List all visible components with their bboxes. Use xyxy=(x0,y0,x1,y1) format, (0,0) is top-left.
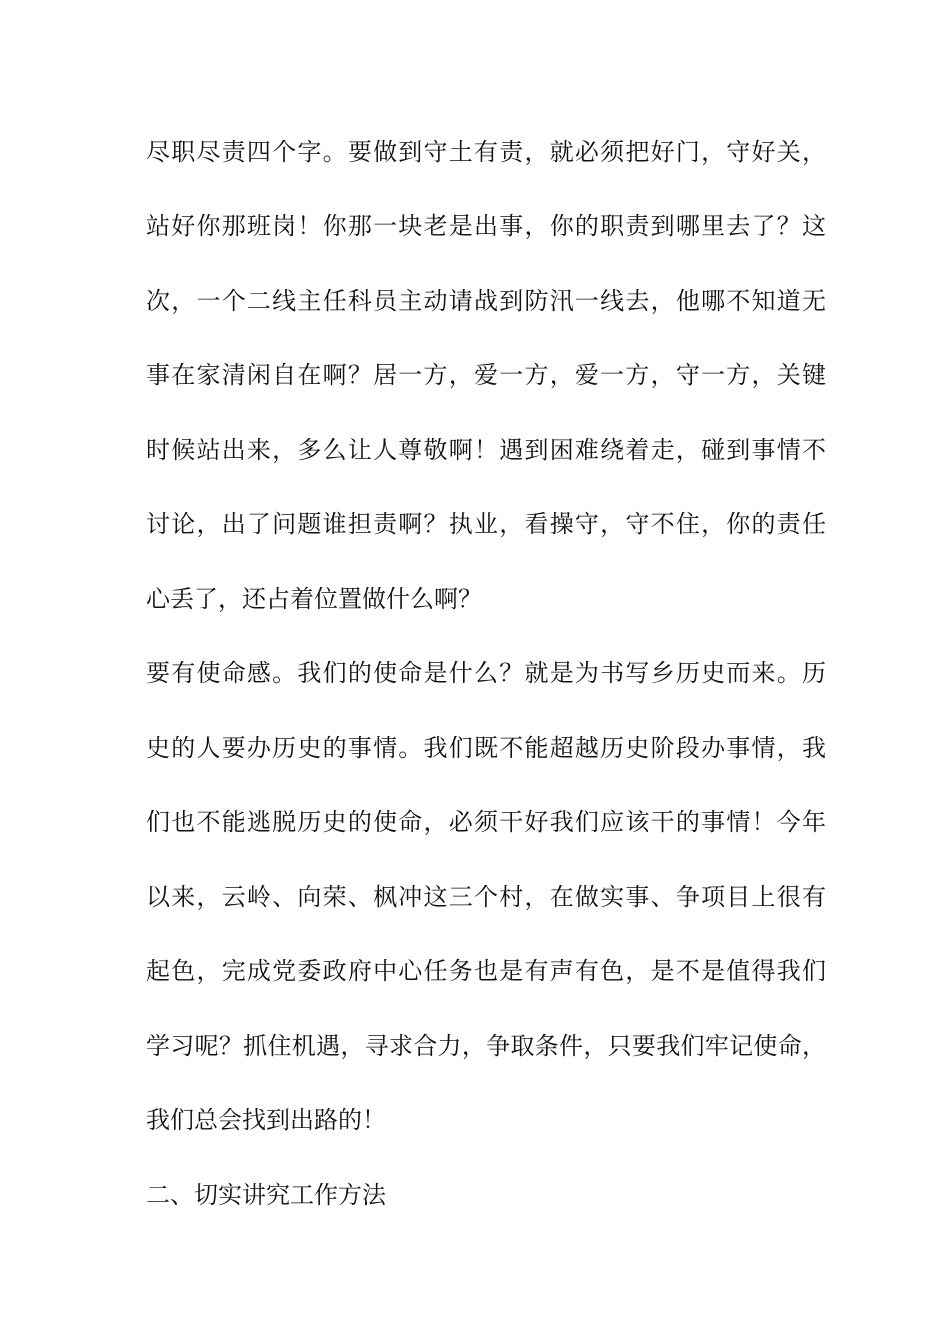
paragraph-1-line-7: 心丢了，还占着位置做什么啊？ xyxy=(146,585,482,613)
paragraph-1-line-3: 次，一个二线主任科员主动请战到防汛一线去，他哪不知道无 xyxy=(146,287,826,315)
paragraph-2-line-3: 们也不能逃脱历史的使命，必须干好我们应该干的事情！今年 xyxy=(146,808,826,836)
paragraph-1-line-6: 讨论，出了问题谁担责啊？执业，看操守，守不住，你的责任 xyxy=(146,510,826,538)
paragraph-2-line-4: 以来，云岭、向荣、枫冲这三个村，在做实事、争项目上很有 xyxy=(146,883,826,911)
section-heading: 二、切实讲究工作方法 xyxy=(146,1181,386,1209)
paragraph-2-line-7: 我们总会找到出路的！ xyxy=(146,1106,386,1134)
paragraph-2-line-2: 史的人要办历史的事情。我们既不能超越历史阶段办事情，我 xyxy=(146,734,826,762)
paragraph-2-line-1: 要有使命感。我们的使命是什么？就是为书写乡历史而来。历 xyxy=(146,659,826,687)
paragraph-1-line-4: 事在家清闲自在啊？居一方，爱一方，爱一方，守一方，关键 xyxy=(146,361,826,389)
paragraph-2-line-6: 学习呢？抓住机遇，寻求合力，争取条件，只要我们牢记使命， xyxy=(146,1032,826,1060)
paragraph-1-line-1: 尽职尽责四个字。要做到守土有责，就必须把好门，守好关， xyxy=(146,138,826,166)
paragraph-1-line-2: 站好你那班岗！你那一块老是出事，你的职责到哪里去了？这 xyxy=(146,212,826,240)
paragraph-1-line-5: 时候站出来，多么让人尊敬啊！遇到困难绕着走，碰到事情不 xyxy=(146,436,826,464)
paragraph-2-line-5: 起色，完成党委政府中心任务也是有声有色，是不是值得我们 xyxy=(146,957,826,985)
